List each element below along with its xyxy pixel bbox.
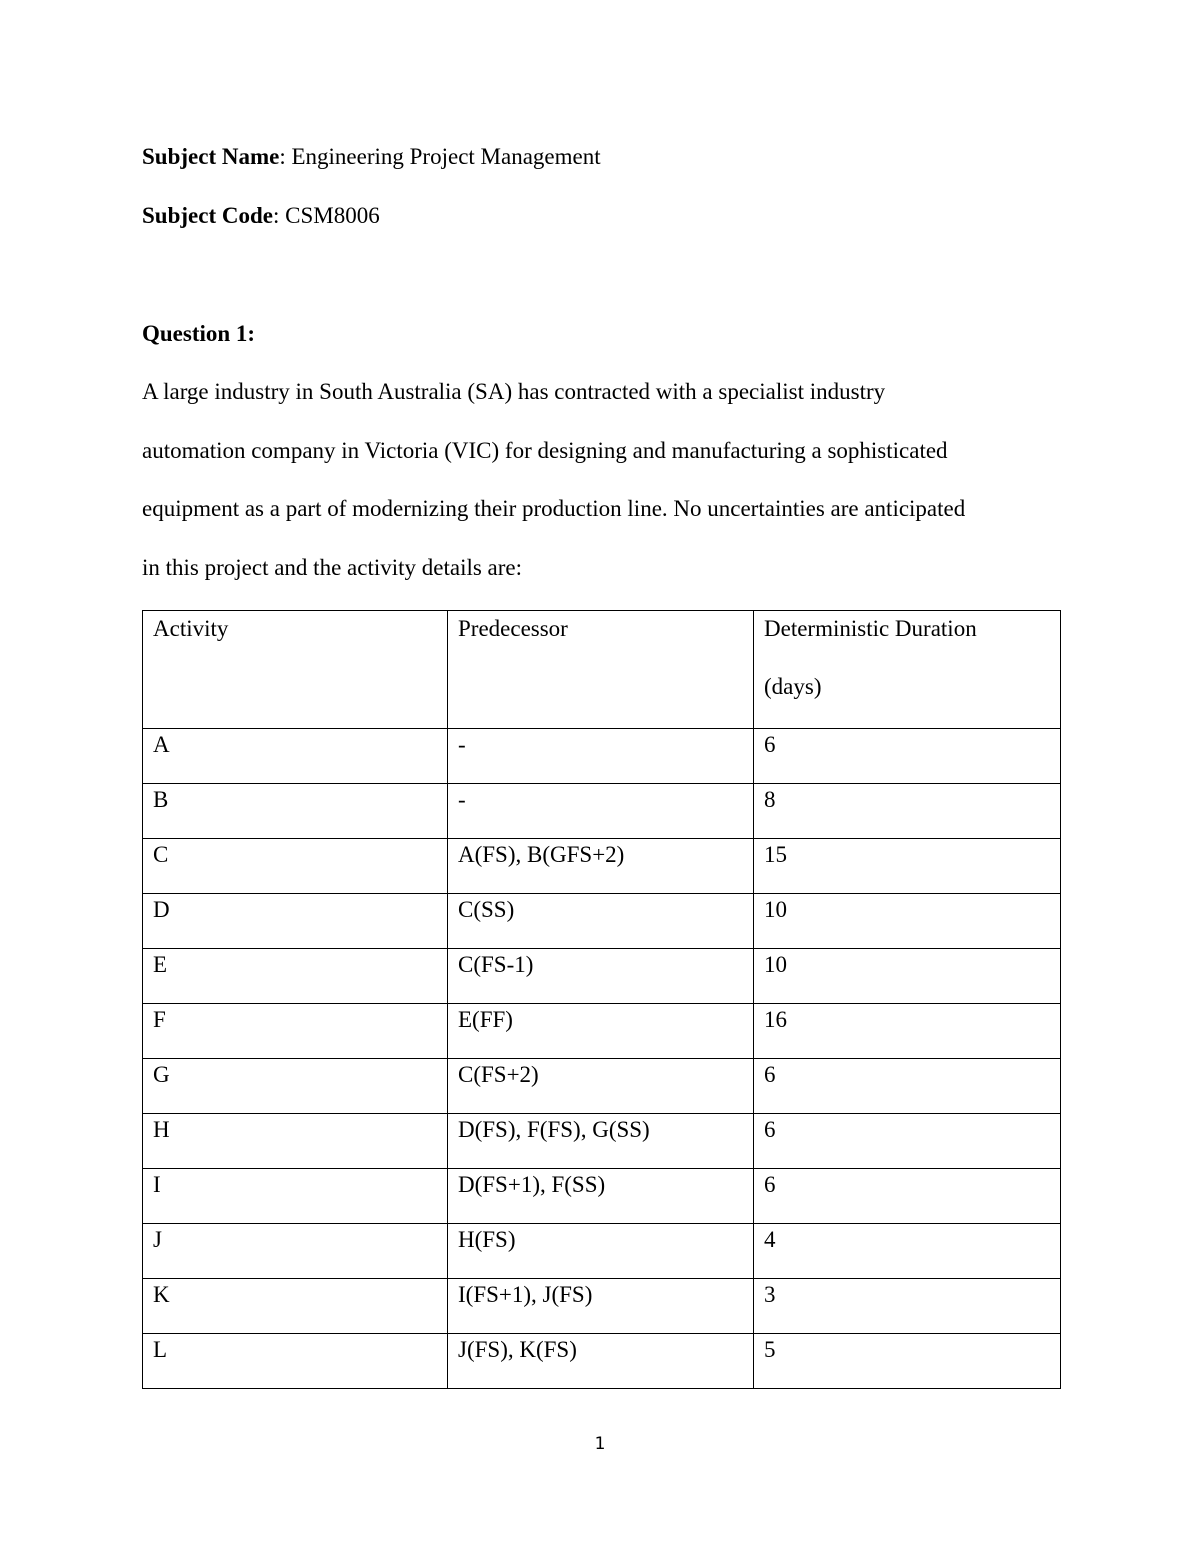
duration-cell: 6 [754,1114,1061,1169]
paragraph-line: automation company in Victoria (VIC) for designing and manufacturing a sophisticated [142,438,948,463]
table-row [143,949,1061,1004]
activity-cell: D [143,894,448,949]
paragraph-line: equipment as a part of modernizing their production line. No uncertainties are anticipated [142,496,966,521]
header-duration [754,611,1061,729]
duration-cell: 6 [754,1169,1061,1224]
activity-cell: B [143,784,448,839]
duration-cell: 4 [754,1224,1061,1279]
table-row [143,1334,1061,1389]
duration-cell: 10 [754,894,1061,949]
predecessor-cell: I(FS+1), J(FS) [448,1279,754,1334]
activity-cell: F [143,1004,448,1059]
activity-cell: I [143,1169,448,1224]
predecessor-cell: D(FS+1), F(SS) [448,1169,754,1224]
question-heading: Question 1: [142,321,256,346]
predecessor-cell: D(FS), F(FS), G(SS) [448,1114,754,1169]
subject-code-label: Subject Code [142,203,273,228]
predecessor-cell: C(FS-1) [448,949,754,1004]
activity-table [142,610,1061,1389]
table-row [143,839,1061,894]
predecessor-cell: H(FS) [448,1224,754,1279]
table-header-row [143,611,1061,729]
activity-cell: A [143,729,448,784]
header-duration-line2: (days) [764,674,822,699]
subject-code-value: : CSM8006 [272,203,380,228]
table-row [143,1059,1061,1114]
activity-cell: E [143,949,448,1004]
subject-name-value: : Engineering Project Management [279,144,601,169]
activity-cell: G [143,1059,448,1114]
paragraph-line: A large industry in South Australia (SA) has contracted with a specialist industry [142,379,886,404]
table-row [143,1004,1061,1059]
predecessor-cell: J(FS), K(FS) [448,1334,754,1389]
activity-cell: L [143,1334,448,1389]
duration-cell: 10 [754,949,1061,1004]
subject-code-line [142,202,380,230]
activity-cell: K [143,1279,448,1334]
activity-cell: H [143,1114,448,1169]
table-row [143,1224,1061,1279]
activity-cell: J [143,1224,448,1279]
table-row [143,1169,1061,1224]
page-number: 1 [594,1434,606,1454]
subject-name-label: Subject Name [142,144,280,169]
duration-cell: 16 [754,1004,1061,1059]
subject-name-line [142,143,601,171]
table-row [143,1279,1061,1334]
paragraph-line: in this project and the activity details are: [142,555,523,580]
duration-cell: 6 [754,729,1061,784]
duration-cell: 6 [754,1059,1061,1114]
predecessor-cell: - [448,729,754,784]
header-predecessor: Predecessor [448,611,754,729]
table-row [143,729,1061,784]
duration-cell: 8 [754,784,1061,839]
table-row [143,894,1061,949]
predecessor-cell: - [448,784,754,839]
predecessor-cell: C(FS+2) [448,1059,754,1114]
header-duration-line1: Deterministic Duration [764,616,977,641]
table-row [143,784,1061,839]
duration-cell: 3 [754,1279,1061,1334]
header-activity: Activity [143,611,448,729]
table-row [143,1114,1061,1169]
predecessor-cell: E(FF) [448,1004,754,1059]
predecessor-cell: C(SS) [448,894,754,949]
predecessor-cell: A(FS), B(GFS+2) [448,839,754,894]
activity-cell: C [143,839,448,894]
duration-cell: 5 [754,1334,1061,1389]
duration-cell: 15 [754,839,1061,894]
